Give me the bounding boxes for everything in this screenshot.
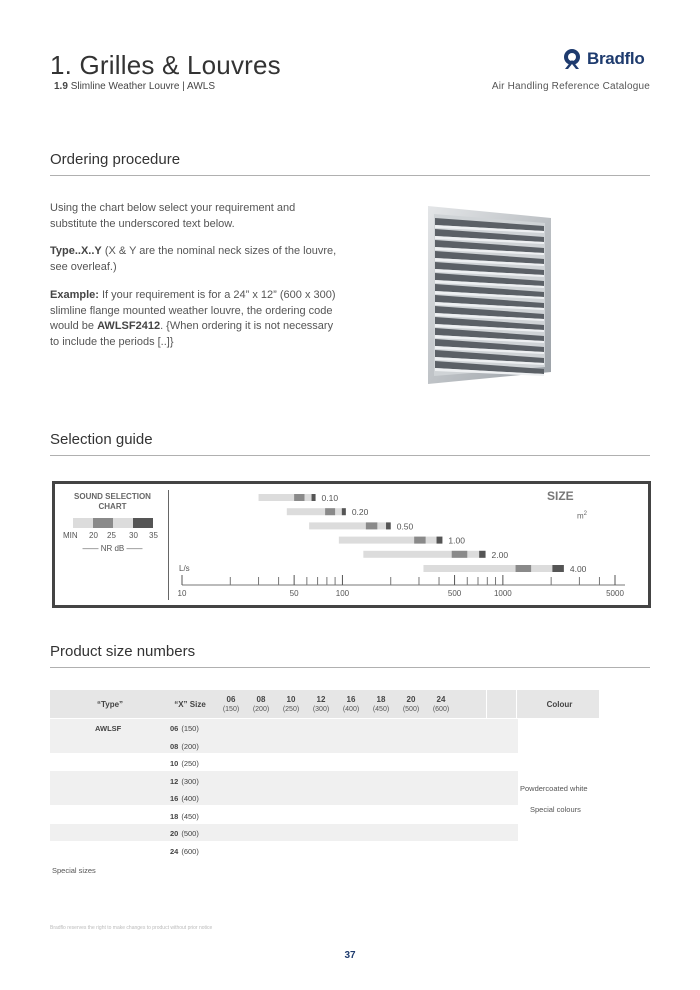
x-size-mm: (150)	[181, 724, 199, 733]
table-row	[170, 724, 199, 733]
size-bar-label: 4.00	[569, 564, 587, 574]
example-text-2: . {When ordering it is not necessary to include the periods [..]}	[50, 320, 334, 348]
x-size-mm: (250)	[181, 759, 199, 768]
size-bar-label: 0.10	[321, 493, 339, 503]
col-y-size-mm: (150)	[222, 706, 240, 713]
x-size-code: 08	[170, 741, 179, 751]
axis-tick-label: 500	[447, 589, 462, 598]
table-row	[170, 812, 199, 821]
col-x-header: “X” Size	[174, 700, 206, 709]
x-size-mm: (600)	[181, 846, 199, 856]
col-y-size-code: 12	[316, 695, 326, 704]
colour-option-special: Special colours	[530, 805, 581, 814]
divider	[50, 455, 650, 456]
col-y-size-code: 16	[346, 695, 356, 704]
col-y-size-mm: (600)	[432, 706, 450, 713]
type-value: AWLSF	[95, 724, 122, 733]
size-bar-nr-mid	[414, 537, 425, 544]
example-text-1: If your requirement is for a 24” x 12” (600 x 300) slimline flange mounted weather louvre, the ordering code would be	[50, 289, 336, 332]
table-row	[170, 759, 199, 768]
size-bar-label: 0.50	[396, 521, 414, 532]
page-number: 37	[344, 950, 356, 961]
sound-chart-title-1: SOUND SELECTION	[74, 492, 151, 501]
axis-tick-label: 5000	[606, 589, 624, 598]
example-code: AWLSF2412	[97, 320, 161, 332]
table-row	[170, 794, 199, 803]
axis-tick-label: 10	[177, 589, 187, 598]
example-paragraph	[50, 288, 345, 350]
table-row	[170, 847, 199, 856]
nr-db-label: —— NR dB ——	[82, 544, 143, 553]
nr-scale-20: 20	[89, 531, 98, 540]
size-bar-nr-high	[479, 551, 485, 558]
x-size-code: 12	[170, 776, 179, 786]
size-bar-nr-mid	[366, 522, 377, 529]
louvre-image	[428, 206, 551, 384]
header-separator	[516, 690, 517, 718]
size-bar-nr-high	[437, 537, 443, 544]
col-y-size-mm: (250)	[282, 706, 300, 713]
size-bar-nr-mid	[294, 494, 304, 501]
col-y-size-code: 18	[376, 695, 386, 704]
table-row	[170, 829, 199, 838]
size-bar-range	[287, 508, 346, 515]
page-subtitle	[54, 81, 215, 92]
x-size-mm: (450)	[181, 811, 199, 821]
x-size-mm: (400)	[181, 794, 199, 803]
type-text: (X & Y are the nominal neck sizes of the louvre, see overleaf.)	[50, 245, 337, 273]
size-bar-label: 0.20	[351, 507, 369, 518]
axis-tick-label: 50	[289, 589, 299, 598]
catalogue-name: Air Handling Reference Catalogue	[491, 81, 650, 92]
size-bar-label: 2.00	[491, 549, 509, 560]
x-size-code: 16	[170, 794, 179, 803]
col-y-size-mm: (200)	[252, 706, 270, 713]
x-size-mm: (300)	[181, 776, 199, 786]
size-bar-label: 1.00	[448, 535, 465, 546]
nr-scale-30: 30	[129, 531, 138, 540]
axis-tick-label: 1000	[493, 589, 512, 598]
x-size-code: 18	[170, 811, 179, 821]
size-bar-range	[423, 565, 563, 572]
special-sizes-note: Special sizes	[52, 866, 96, 875]
size-bars-plot	[55, 484, 648, 605]
x-size-code: 20	[170, 829, 179, 838]
x-size-code: 10	[170, 759, 179, 768]
divider	[50, 175, 650, 176]
col-y-size-code: 20	[406, 695, 416, 704]
table-row	[170, 742, 199, 751]
size-bar-nr-mid	[452, 551, 468, 558]
size-bar-nr-mid	[325, 508, 335, 515]
flow-unit-label: L/s	[179, 564, 190, 573]
size-bar-nr-mid	[516, 565, 532, 572]
product-sizes-heading: Product size numbers	[50, 643, 196, 660]
col-type-header: “Type”	[96, 700, 124, 709]
header-separator	[486, 690, 487, 718]
col-colour-header: Colour	[546, 700, 573, 709]
col-y-size-code: 08	[256, 695, 266, 704]
size-unit-m: m	[577, 511, 584, 521]
chapter-title: 1. Grilles & Louvres	[50, 50, 281, 80]
axis-tick-label: 100	[335, 589, 350, 598]
x-size-mm: (500)	[181, 829, 199, 838]
nr-scale-25: 25	[107, 531, 116, 540]
size-bar-range	[339, 537, 443, 544]
type-paragraph	[50, 244, 345, 275]
size-unit-sup: 2	[583, 511, 588, 517]
size-bar-nr-high	[552, 565, 563, 572]
col-y-size-mm: (400)	[342, 706, 360, 713]
table-row-band	[50, 771, 518, 788]
type-label: Type..X..Y	[50, 245, 102, 257]
selection-guide-heading: Selection guide	[50, 431, 153, 448]
col-y-size-code: 06	[226, 695, 236, 704]
col-y-size-mm: (500)	[402, 706, 420, 713]
ordering-heading: Ordering procedure	[50, 151, 181, 168]
table-row-band	[50, 788, 518, 805]
ordering-intro: Using the chart below select your requirement and substitute the underscored text below.	[50, 202, 296, 230]
footer-disclaimer: Bradflo reserves the right to make changes to product without prior notice	[50, 925, 213, 931]
sound-chart-title-2: CHART	[98, 502, 127, 511]
bradflo-logo-icon	[562, 48, 582, 70]
x-size-code: 24	[170, 846, 179, 856]
sound-selection-chart	[52, 481, 651, 608]
size-bar-nr-high	[386, 522, 391, 529]
col-y-size-mm: (300)	[312, 706, 330, 713]
col-y-size-mm: (450)	[372, 706, 390, 713]
size-title: SIZE	[547, 489, 574, 503]
x-size-code: 06	[170, 724, 179, 733]
table-row-band	[50, 736, 518, 753]
size-bar-range	[259, 494, 316, 501]
table-row	[170, 777, 199, 786]
divider	[50, 667, 650, 668]
size-bar-nr-high	[342, 508, 346, 515]
size-bar-range	[309, 522, 391, 529]
x-size-mm: (200)	[181, 741, 199, 751]
table-row-band	[50, 824, 518, 841]
nr-scale-35: 35	[149, 531, 158, 540]
example-label: Example:	[50, 289, 99, 301]
logo-text: Bradflo	[587, 49, 645, 68]
col-y-size-code: 24	[436, 695, 446, 704]
subtitle-number: 1.9	[54, 81, 68, 92]
brand-logo	[562, 48, 644, 70]
colour-option-white: Powdercoated white	[520, 784, 588, 793]
subtitle-text: Slimline Weather Louvre | AWLS	[70, 81, 216, 92]
size-bar-nr-high	[312, 494, 316, 501]
nr-scale-min: MIN	[63, 531, 78, 540]
col-y-size-code: 10	[286, 695, 296, 704]
